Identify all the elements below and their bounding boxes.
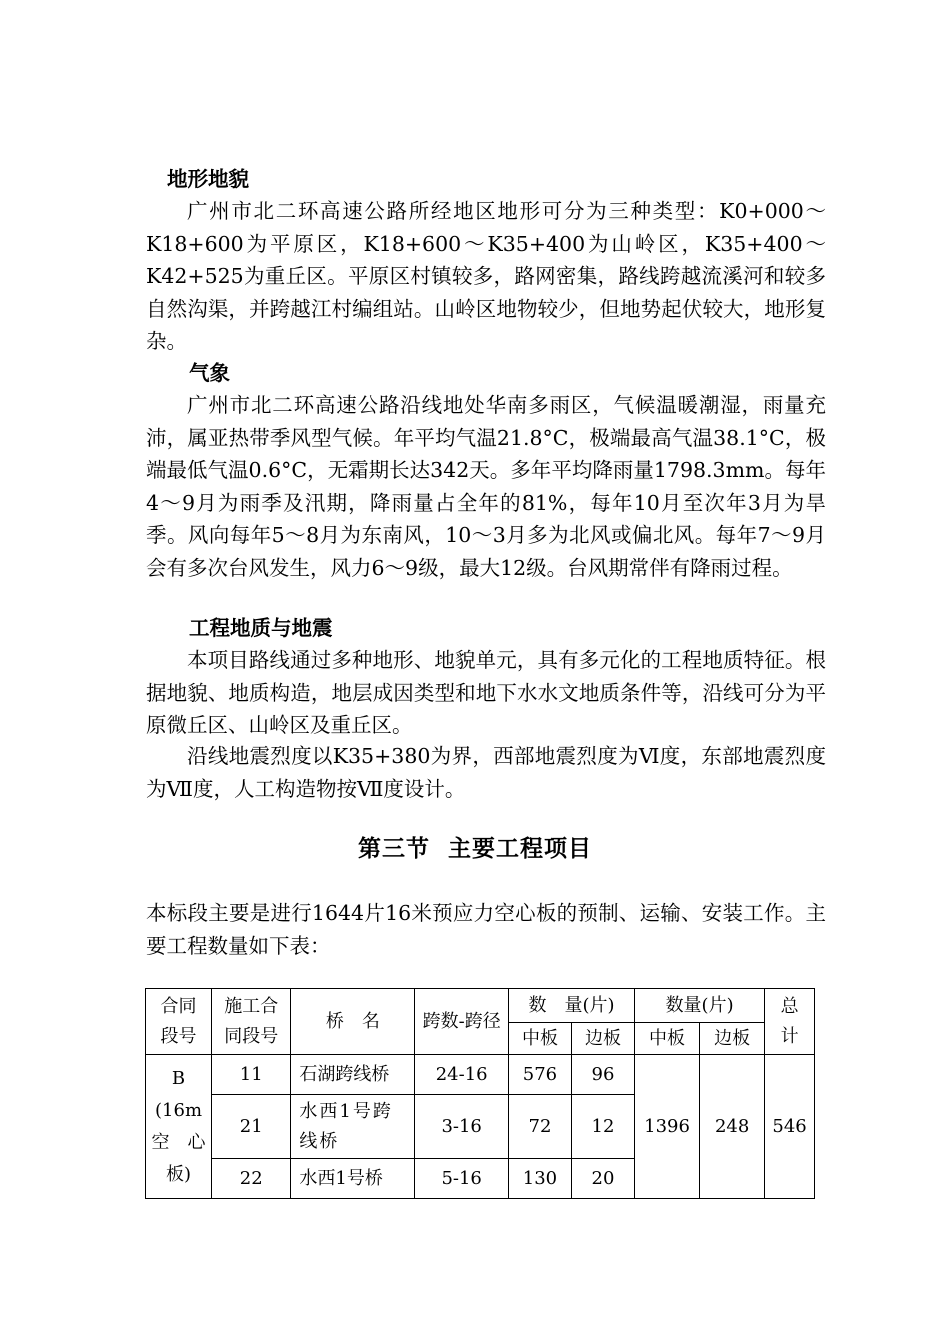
grand-total: 546 — [765, 1055, 815, 1199]
row-mid-board: 130 — [508, 1159, 571, 1199]
sum-edge-board: 248 — [700, 1055, 765, 1199]
header-spans: 跨数-跨径 — [415, 989, 509, 1055]
table-header-row-1 — [146, 989, 815, 1023]
row-mid-board: 576 — [508, 1055, 571, 1095]
table-row — [146, 1055, 815, 1095]
row-edge-board: 12 — [571, 1095, 634, 1159]
section-intro: 本标段主要是进行1644片16米预应力空心板的预制、运输、安装工作。主要工程数量如下表： — [146, 901, 826, 958]
geology-paragraph-1: 本项目路线通过多种地形、地貌单元，具有多元化的工程地质特征。根据地貌、地质构造，地层成因类型和地下水水文地质条件等，沿线可分为平原微丘区、山岭区及重丘区。 — [146, 648, 826, 737]
sum-mid-board: 1396 — [635, 1055, 700, 1199]
row-bridge-name: 水西1号桥 — [291, 1159, 415, 1199]
row-section: 22 — [212, 1159, 291, 1199]
header-quantity-1: 数 量(片) — [508, 989, 634, 1023]
group-label: B (16m 空 心 板) — [146, 1055, 212, 1199]
header-quantity-2: 数量(片) — [635, 989, 765, 1023]
terrain-paragraph: 广州市北二环高速公路所经地区地形可分为三种类型：K0+000～K18+600为平原区，K18+600～K35+400为山岭区，K35+400～K42+525为重丘区。平原区村镇较多，路网密集，路线跨越流溪河和较多自然沟渠，并跨越江村编组站。山岭区地物较少，但地势起伏较大，地形复杂。 — [146, 199, 826, 353]
geology-paragraph-2: 沿线地震烈度以K35+380为界，西部地震烈度为Ⅵ度，东部地震烈度为Ⅶ度，人工构造物按Ⅶ度设计。 — [146, 744, 826, 801]
terrain-heading: 地形地貌 — [167, 167, 249, 191]
row-bridge-name: 水西1号跨线桥 — [291, 1095, 415, 1159]
row-spans: 3-16 — [415, 1095, 509, 1159]
row-section: 21 — [212, 1095, 291, 1159]
climate-paragraph: 广州市北二环高速公路沿线地处华南多雨区，气候温暖潮湿，雨量充沛，属亚热带季风型气候。年平均气温21.8°C，极端最高气温38.1°C，极端最低气温0.6°C，无霜期长达342天。多年平均降雨量1798.3mm。每年4～9月为雨季及汛期，降雨量占全年的81%，每年10月至次年3月为旱季。风向每年5～8月为东南风，10～3月多为北风或偏北风。每年7～9月会有多次台风发生，风力6～9级，最大12级。台风期常伴有降雨过程。 — [146, 393, 826, 580]
header-edge-board-1: 边板 — [571, 1023, 634, 1055]
geology-heading: 工程地质与地震 — [189, 616, 333, 640]
row-spans: 24-16 — [415, 1055, 509, 1095]
header-contract-section: 合同段号 — [146, 989, 212, 1055]
row-spans: 5-16 — [415, 1159, 509, 1199]
header-mid-board-1: 中板 — [508, 1023, 571, 1055]
header-total: 总计 — [765, 989, 815, 1055]
row-mid-board: 72 — [508, 1095, 571, 1159]
header-edge-board-2: 边板 — [700, 1023, 765, 1055]
row-bridge-name: 石湖跨线桥 — [291, 1055, 415, 1095]
section-title: 第三节 主要工程项目 — [357, 836, 592, 862]
quantity-table — [145, 988, 815, 1199]
climate-heading: 气象 — [189, 361, 230, 385]
row-section: 11 — [212, 1055, 291, 1095]
header-mid-board-2: 中板 — [635, 1023, 700, 1055]
header-construction-section: 施工合同段号 — [212, 989, 291, 1055]
header-bridge-name: 桥 名 — [291, 989, 415, 1055]
row-edge-board: 20 — [571, 1159, 634, 1199]
row-edge-board: 96 — [571, 1055, 634, 1095]
